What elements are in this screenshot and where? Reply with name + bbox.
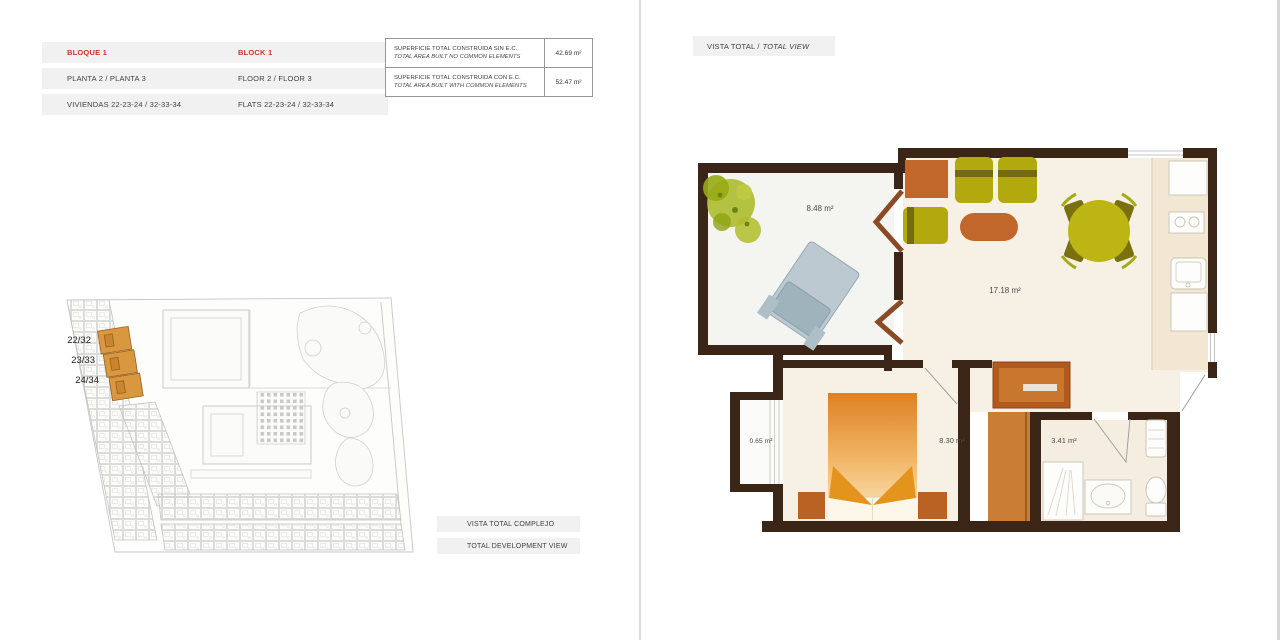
- header-block-es: [42, 42, 235, 63]
- units-label-es: VIVIENDAS 22-23-24 / 32-33-34: [67, 100, 182, 109]
- block-label-en: BLOCK 1: [238, 48, 273, 57]
- sink-icon: [1085, 480, 1131, 514]
- view-title-bar: [693, 36, 835, 56]
- area-label-en: TOTAL AREA BUILT NO COMMON ELEMENTS: [394, 54, 521, 60]
- header-block-en: [214, 42, 388, 63]
- bedroom-furniture: [798, 393, 1030, 521]
- area-label-en: TOTAL AREA BUILT WITH COMMON ELEMENTS: [394, 83, 527, 89]
- view-title-en: TOTAL VIEW: [762, 41, 810, 51]
- site-units-bottom-strip-1: [158, 494, 401, 520]
- floor-label-es: PLANTA 2 / PLANTA 3: [67, 74, 146, 83]
- site-grid-structure: [257, 392, 305, 444]
- total-complex-label-en: TOTAL DEVELOPMENT VIEW: [467, 542, 568, 550]
- laundry-area-label: 0.65 m²: [749, 438, 773, 445]
- closet-strip-icon: [988, 412, 1030, 521]
- bedroom-area-label: 8.30 m²: [939, 436, 965, 445]
- view-title-es: VISTA TOTAL /: [707, 41, 760, 51]
- page-divider: [639, 0, 641, 640]
- total-complex-label-es: VISTA TOTAL COMPLEJO: [467, 520, 555, 528]
- nightstand-icon: [798, 492, 825, 519]
- area-label-es: SUPERFICIE TOTAL CONSTRUIDA SIN E.C.: [394, 46, 518, 52]
- dining-set-icon: [1062, 194, 1136, 268]
- shower-icon: [1043, 462, 1083, 520]
- site-plan: [45, 288, 440, 566]
- armchair-icon: [903, 207, 948, 244]
- floor-label-en: FLOOR 2 / FLOOR 3: [238, 74, 312, 83]
- side-table-icon: [905, 160, 948, 198]
- table-row: [386, 68, 592, 96]
- apartment-floor-plan: [690, 140, 1230, 540]
- table-row: [386, 39, 592, 68]
- header-floor-es: [42, 68, 235, 89]
- wardrobe-icon: [993, 362, 1070, 408]
- header-floor-en: [214, 68, 388, 89]
- radiator-icon: [1146, 420, 1166, 457]
- area-value: 42.69 m²: [555, 49, 582, 57]
- armchair-icon: [955, 157, 993, 203]
- block-label-es: BLOQUE 1: [67, 48, 107, 57]
- coffee-table-icon: [960, 213, 1018, 241]
- area-label-cell: [386, 39, 545, 67]
- unit-label-23-33: 23/33: [71, 355, 95, 366]
- nightstand-icon: [918, 492, 947, 519]
- terrace-area-label: 8.48 m²: [806, 204, 834, 213]
- footer-bar-es: [437, 516, 580, 532]
- toilet-icon: [1146, 477, 1166, 516]
- armchair-icon: [998, 157, 1037, 203]
- area-label-es: SUPERFICIE TOTAL CONSTRUIDA CON E.C.: [394, 75, 521, 81]
- bed-icon: [828, 393, 917, 520]
- site-units-bottom-strip-2: [161, 524, 405, 550]
- header-units-en: [214, 94, 388, 115]
- living-area-label: 17.18 m²: [989, 286, 1021, 295]
- area-label-cell: [386, 68, 545, 96]
- unit-label-24-34: 24/34: [75, 375, 99, 386]
- units-label-en: FLATS 22-23-24 / 32-33-34: [238, 100, 335, 109]
- area-value: 52.47 m²: [555, 78, 582, 86]
- header-units-es: [42, 94, 235, 115]
- footer-bar-en: [437, 538, 580, 554]
- bathroom-area-label: 3.41 m²: [1051, 436, 1077, 445]
- unit-label-22-32: 22/32: [67, 335, 91, 346]
- built-area-table: [385, 38, 593, 97]
